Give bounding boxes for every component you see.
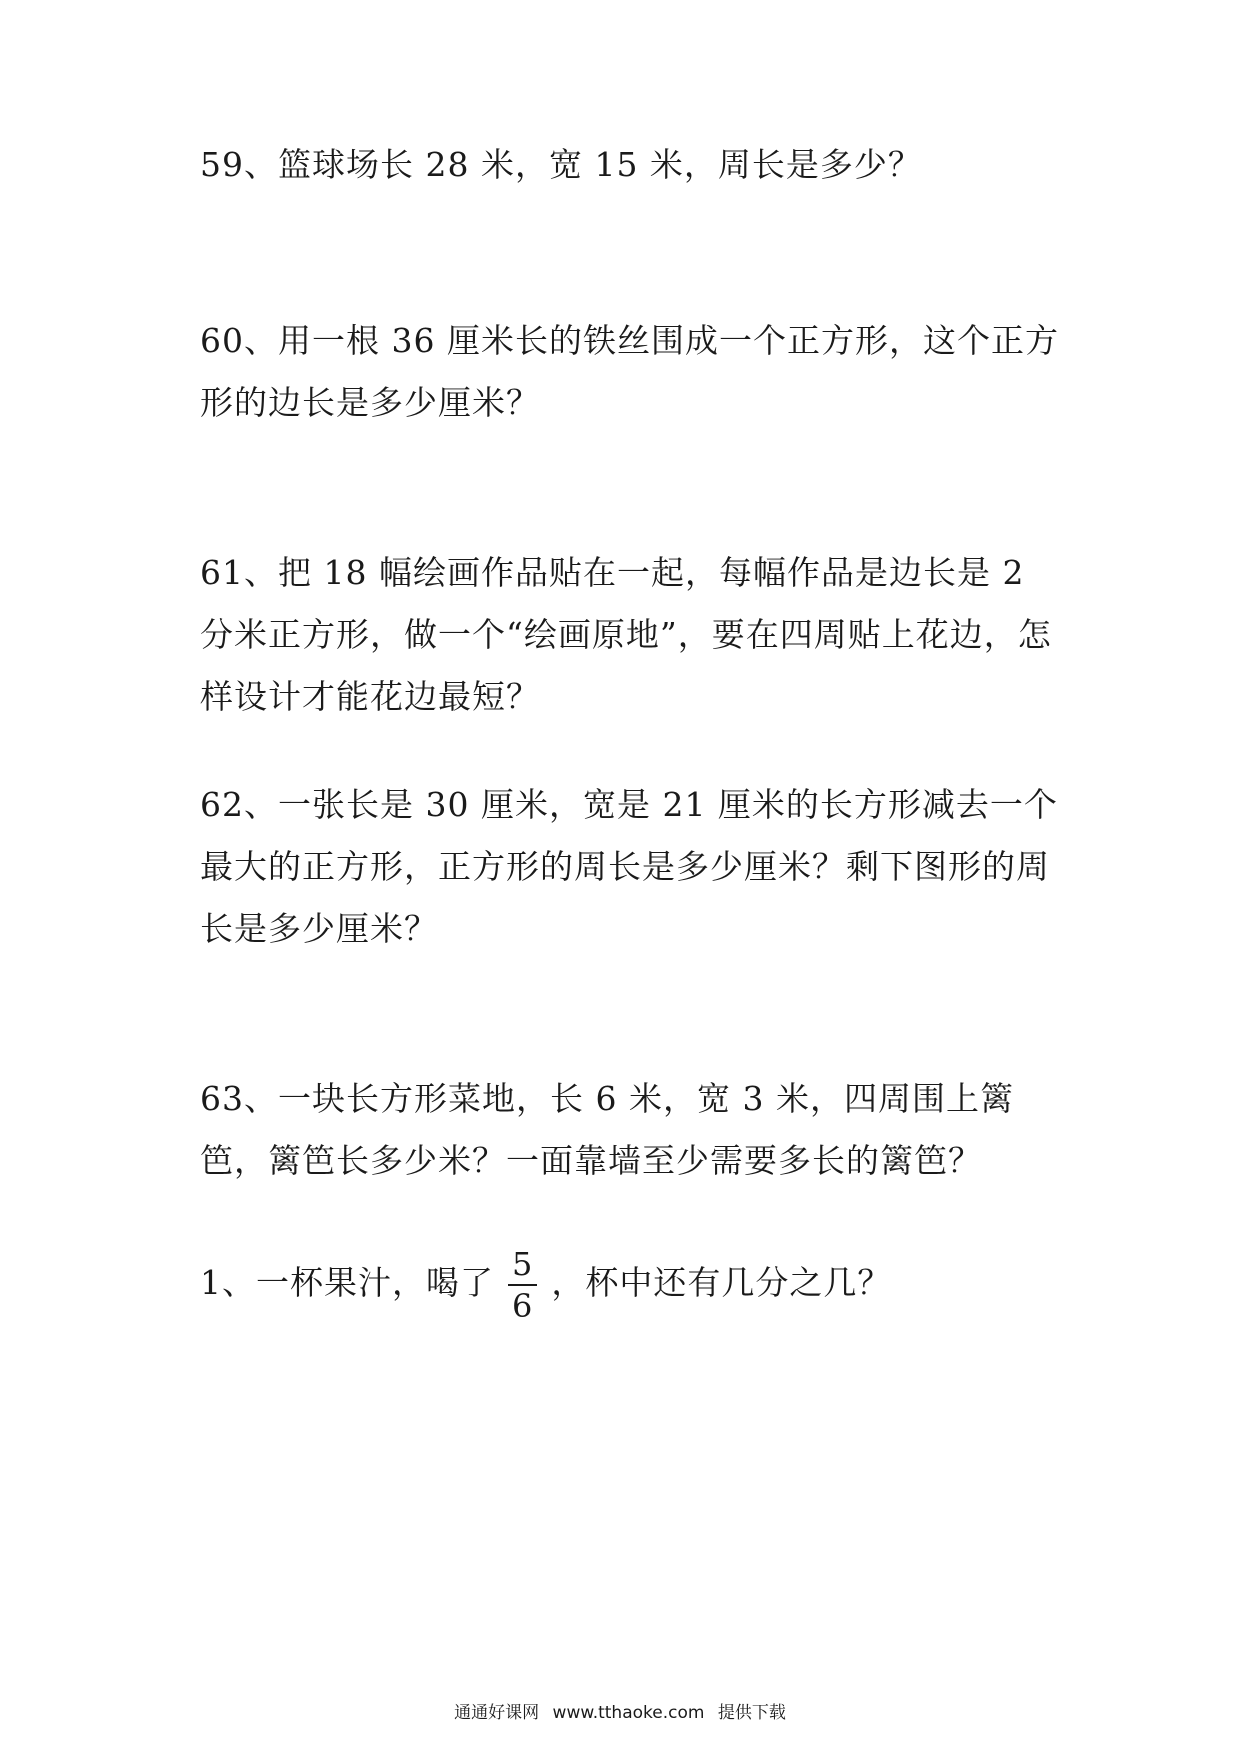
fraction-question-suffix: ，杯中还有几分之几？ [551, 1263, 892, 1302]
question-60: 60、用一根 36 厘米长的铁丝围成一个正方形，这个正方形的边长是多少厘米？ [200, 321, 1059, 422]
question-63: 63、一块长方形菜地，长 6 米，宽 3 米，四周围上篱笆，篱笆长多少米？一面靠墙至少需要多长的篱笆？ [200, 1079, 1014, 1180]
fraction [508, 1244, 537, 1326]
question-62: 62、一张长是 30 厘米，宽是 21 厘米的长方形减去一个最大的正方形，正方形的周长是多少厘米？剩下图形的周长是多少厘米？ [200, 785, 1058, 948]
footer-url[interactable]: www.tthaoke.com [552, 1703, 705, 1723]
footer-note: 提供下载 [717, 1703, 786, 1723]
question-61: 61、把 18 幅绘画作品贴在一起，每幅作品是边长是 2 分米正方形，做一个“绘画原地”，要在四周贴上花边，怎样设计才能花边最短？ [200, 553, 1052, 716]
fraction-question [200, 1244, 1060, 1326]
fraction-numerator: 5 [508, 1244, 537, 1286]
page-footer [0, 1698, 1240, 1723]
question-59: 59、篮球场长 28 米，宽 15 米，周长是多少？ [200, 145, 922, 184]
fraction-denominator: 6 [512, 1287, 534, 1325]
footer-site-name: 通通好课网 [454, 1703, 540, 1723]
fraction-question-prefix: 1、一杯果汁，喝了 [200, 1263, 494, 1302]
